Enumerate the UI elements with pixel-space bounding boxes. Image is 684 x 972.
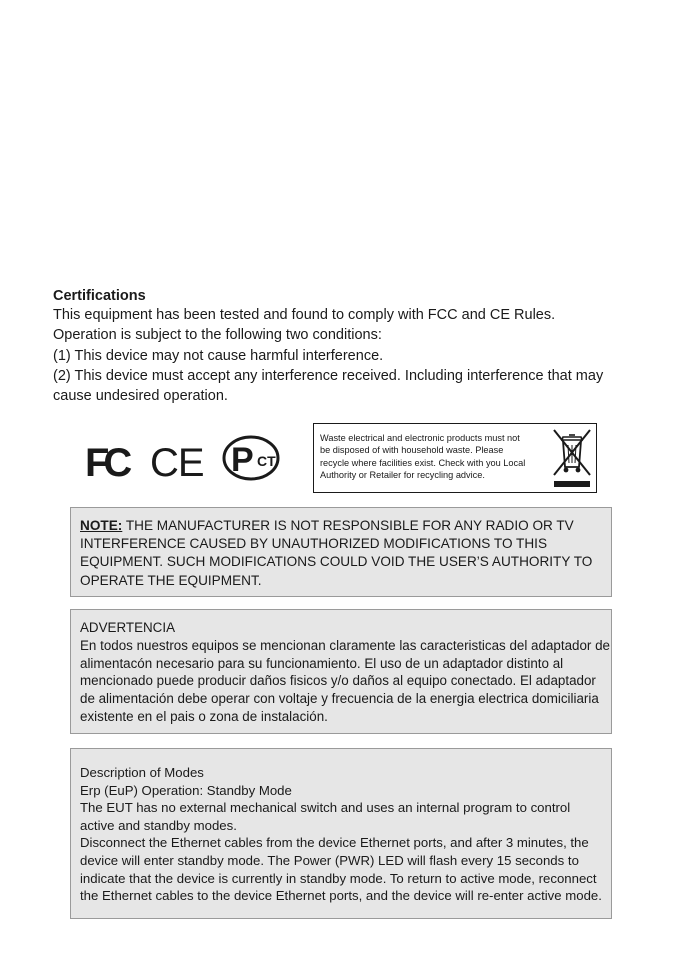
note-line: EQUIPMENT. SUCH MODIFICATIONS COULD VOID THE USER’S AUTHORITY TO [80,554,593,570]
certifications-title: Certifications [53,288,146,304]
modes-line: device will enter standby mode. The Power (PWR) LED will flash every 15 seconds to [80,852,579,868]
fcc-note-box [70,507,612,597]
certifications-text [53,305,653,406]
advertencia-title: ADVERTENCIA [80,620,175,635]
crossed-out-wheelie-bin-icon [551,427,593,489]
cert-line: cause undesired operation. [53,388,228,405]
note-text: THE MANUFACTURER IS NOT RESPONSIBLE FOR ANY RADIO OR TV [122,518,574,533]
svg-text:CT: CT [257,453,276,469]
note-label: NOTE: [80,518,123,533]
cert-line: (2) This device must accept any interference received. Including interference that may [53,367,604,384]
note-line: OPERATE THE EQUIPMENT. [80,572,262,588]
weee-line: Waste electrical and electronic products must not [320,433,520,443]
advertencia-line: alimentacón necesario para su funcionamiento. El uso de un adaptador distinto al [80,655,564,671]
weee-line: be disposed of with household waste. Please [320,445,504,456]
modes-line: The EUT has no external mechanical switch and uses an internal program to control [80,800,571,816]
modes-line: indicate that the device is currently in standby mode. To return to active mode, reconnect [80,870,597,886]
advertencia-box [70,609,612,734]
advertencia-line: de alimentación debe operar con voltaje y frecuencia de la energia electrica domiciliaria [80,691,599,707]
advertencia-line: En todos nuestros equipos se mencionan claramente las caracteristicas del adaptador de [80,637,610,653]
svg-text:P: P [231,441,254,479]
certification-logos [85,428,295,488]
weee-notice [313,423,597,493]
advertencia-line: mencionado puede producir daños fisicos y/o daños al equipo conectado. El adaptador [80,673,596,689]
weee-line: recycle where facilities exist. Check with you Local [320,457,526,468]
modes-line: active and standby modes. [80,817,237,833]
advertencia-line: existente en el pais o zona de instalación. [80,708,328,724]
modes-description-box [70,748,612,919]
modes-line: Disconnect the Ethernet cables from the device Ethernet ports, and after 3 minutes, the [80,835,589,851]
cert-line: (1) This device may not cause harmful interference. [53,347,384,364]
weee-line: Authority or Retailer for recycling advice. [320,470,485,481]
note-line [80,517,611,535]
pct-logo [224,437,278,479]
modes-subtitle: Erp (EuP) Operation: Standby Mode [80,782,292,798]
note-line: INTERFERENCE CAUSED BY UNAUTHORIZED MODIFICATIONS TO THIS [80,536,548,552]
modes-title: Description of Modes [80,765,204,780]
cert-line: Operation is subject to the following two conditions: [53,327,382,344]
weee-text [320,432,546,482]
ce-logo: CE [150,441,204,485]
modes-line: the Ethernet cables to the device Ethernet ports, and the device will re-enter active mode. [80,888,602,904]
cert-line: This equipment has been tested and found to comply with FCC and CE Rules. [53,307,556,323]
fcc-logo: FC [85,441,127,485]
